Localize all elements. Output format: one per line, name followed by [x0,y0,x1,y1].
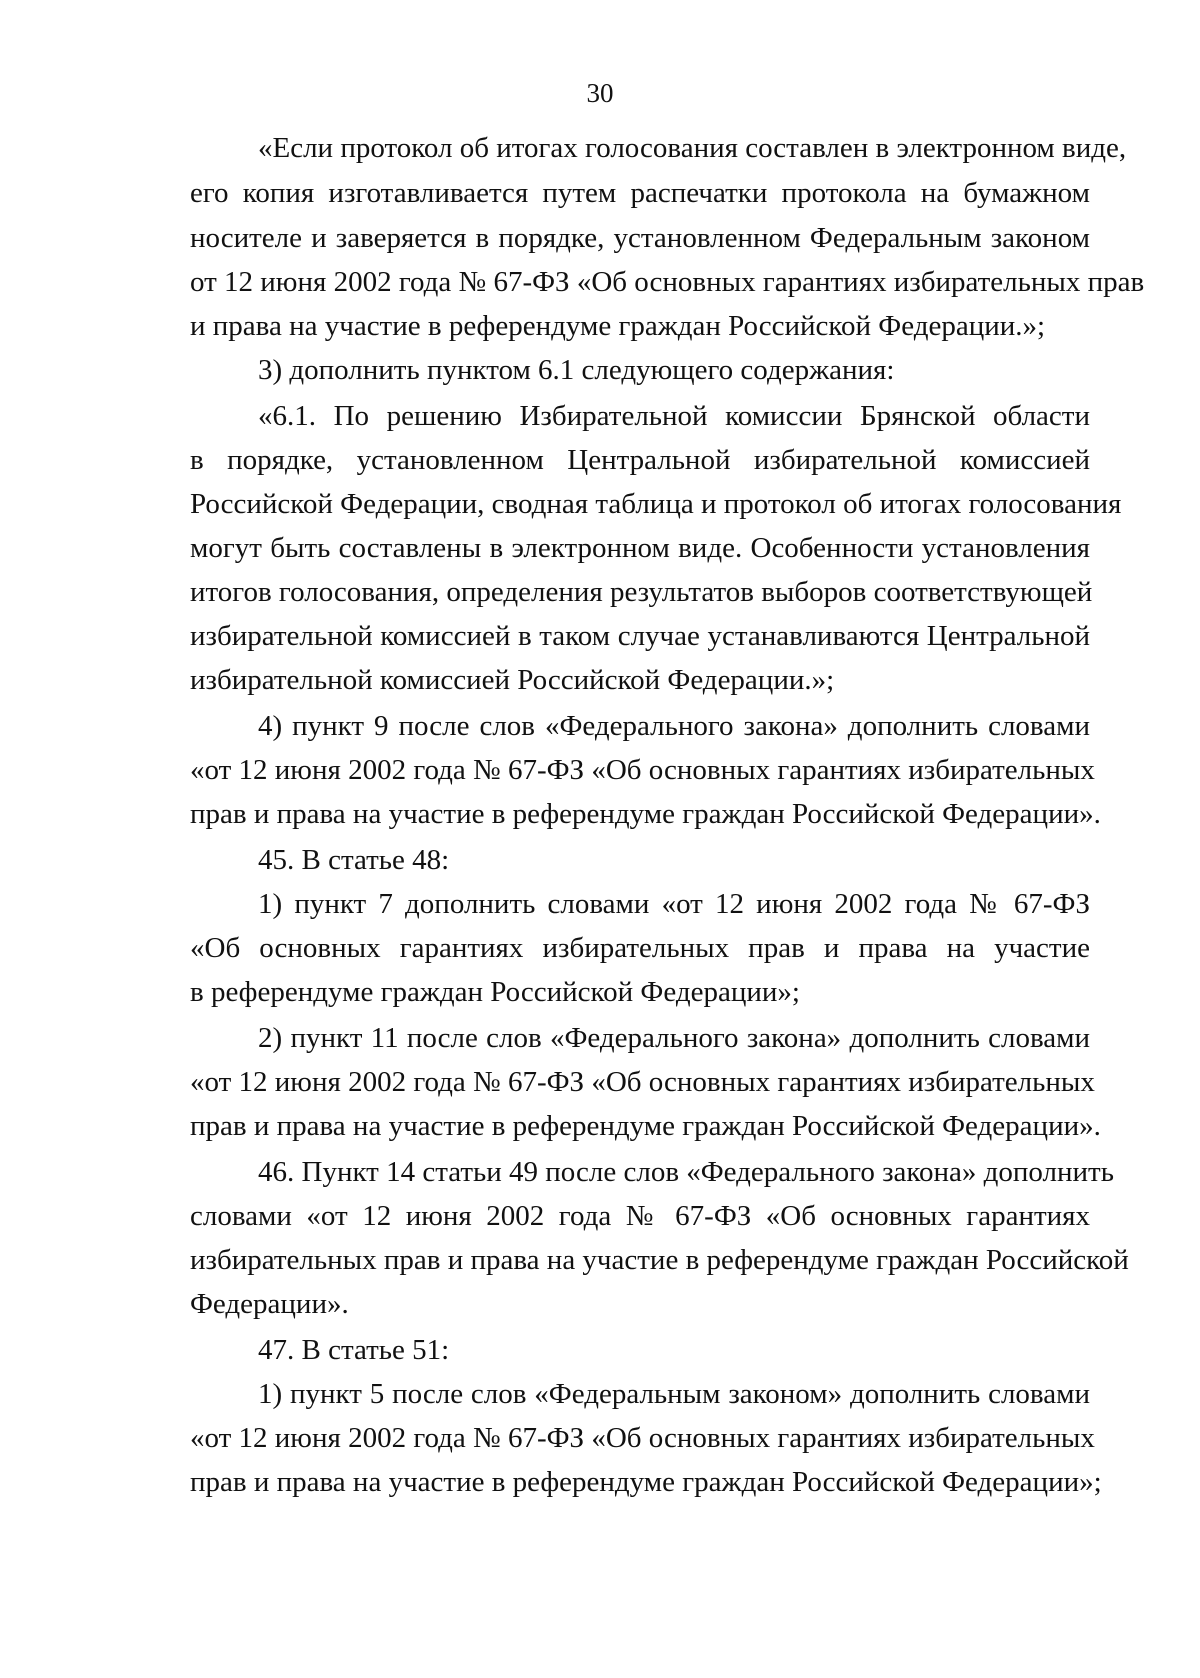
text-line: «от 12 июня 2002 года № 67-ФЗ «Об основных гарантиях избирательных [190,1066,1095,1098]
text-line: прав и права на участие в референдуме граждан Российской Федерации». [190,1110,1101,1142]
text-line: «от 12 июня 2002 года № 67-ФЗ «Об основных гарантиях избирательных [190,754,1095,786]
text-line: «Если протокол об итогах голосования составлен в электронном виде, [258,132,1127,164]
text-line: «6.1. По решению Избирательной комиссии Брянской области [258,400,1090,432]
text-line: избирательных прав и права на участие в референдуме граждан Российской [190,1244,1129,1276]
text-line: его копия изготавливается путем распечатки протокола на бумажном [190,177,1090,209]
text-line: 2) пункт 11 после слов «Федерального закона» дополнить словами [258,1022,1090,1054]
text-line: словами «от 12 июня 2002 года № 67-ФЗ «Об основных гарантиях [190,1200,1090,1232]
text-line: итогов голосования, определения результатов выборов соответствующей [190,576,1093,608]
text-line: 47. В статье 51: [258,1334,450,1366]
text-line: могут быть составлены в электронном виде. Особенности установления [190,532,1090,564]
text-line: Федерации». [190,1288,349,1320]
text-line: 3) дополнить пунктом 6.1 следующего содержания: [258,354,895,386]
text-line: «от 12 июня 2002 года № 67-ФЗ «Об основных гарантиях избирательных [190,1422,1095,1454]
text-line: избирательной комиссией Российской Федерации.»; [190,664,835,696]
page-number: 30 [586,78,614,108]
text-line: прав и права на участие в референдуме граждан Российской Федерации». [190,798,1101,830]
text-line: 1) пункт 7 дополнить словами «от 12 июня 2002 года № 67-ФЗ [258,888,1090,920]
text-line: от 12 июня 2002 года № 67-ФЗ «Об основных гарантиях избирательных прав [190,266,1145,298]
text-line: Российской Федерации, сводная таблица и протокол об итогах голосования [190,488,1122,520]
text-line: в порядке, установленном Центральной избирательной комиссией [190,444,1090,476]
text-line: прав и права на участие в референдуме граждан Российской Федерации»; [190,1466,1102,1498]
text-line: избирательной комиссией в таком случае устанавливаются Центральной [190,620,1090,652]
text-line: и права на участие в референдуме граждан Российской Федерации.»; [190,310,1046,342]
text-line: носителе и заверяется в порядке, установленном Федеральным законом [190,222,1090,254]
text-line: «Об основных гарантиях избирательных прав и права на участие [190,932,1090,964]
text-line: 4) пункт 9 после слов «Федерального закона» дополнить словами [258,710,1090,742]
text-line: 46. Пункт 14 статьи 49 после слов «Федерального закона» дополнить [258,1156,1114,1188]
text-line: в референдуме граждан Российской Федерации»; [190,976,800,1008]
text-line: 45. В статье 48: [258,844,450,876]
text-line: 1) пункт 5 после слов «Федеральным законом» дополнить словами [258,1378,1090,1410]
